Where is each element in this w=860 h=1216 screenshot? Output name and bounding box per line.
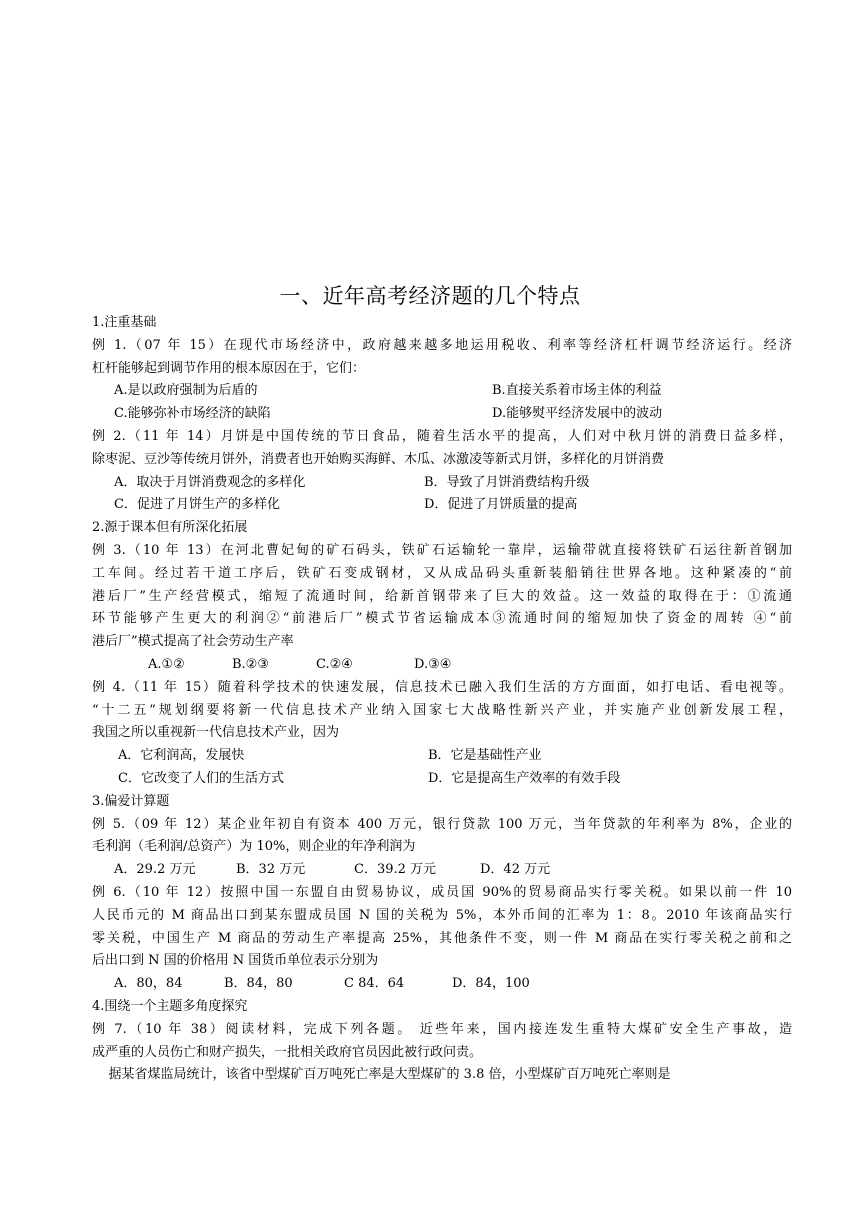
question-text-line: 例 4.（11 年 15）随着科学技术的快速发展，信息技术已融入我们生活的方方面面，如打电话、看电视等。 [92, 679, 792, 695]
question-text-line: 人民币元的 M 商品出口到某东盟成员国 N 国的关税为 5%，本外币间的汇率为 1：8。2010 年该商品实行 [92, 907, 792, 923]
option-d: D．它是提高生产效率的有效手段 [428, 770, 621, 786]
option-c: C．它改变了人们的生活方式 [118, 770, 284, 786]
question-text-line: 零关税，中国生产 M 商品的劳动生产率提高 25%，其他条件不变，则一件 M 商品在实行零关税之前和之 [92, 930, 792, 946]
option-row [92, 973, 792, 996]
question-text-line: 我国之所以重视新一代信息技术产业，因为 [92, 725, 340, 741]
option-b: B．导致了月饼消费结构升级 [424, 474, 590, 490]
option-d: D．84，100 [452, 976, 530, 992]
question-text-line: 例 2.（11 年 14）月饼是中国传统的节日食品，随着生活水平的提高，人们对中秋月饼的消费日益多样， [92, 428, 792, 444]
question-text-line: 港后厂”生产经营模式，缩短了流通时间，给新首钢带来了巨大的效益。这一效益的取得在于：①流通 [92, 588, 792, 604]
question-text-line: 除枣泥、豆沙等传统月饼外，消费者也开始购买海鲜、木瓜、冰激凌等新式月饼，多样化的月饼消费 [92, 451, 665, 467]
question-text-line: 杠杆能够起到调节作用的根本原因在于，它们： [92, 360, 366, 376]
question-text-line: “十二五”规划纲要将新一代信息技术产业纳入国家七大战略性新兴产业，并实施产业创新发展工程， [92, 702, 792, 718]
document-body [92, 312, 792, 1087]
option-a: A．80，84 [114, 976, 183, 992]
question-text-line: 例 3.（10 年 13）在河北曹妃甸的矿石码头，铁矿石运输轮一靠岸，运输带就直接将铁矿石运往新首钢加 [92, 542, 792, 558]
option-row [92, 654, 792, 677]
section-heading: 2.源于课本但有所深化拓展 [92, 520, 248, 536]
section-heading: 3.偏爱计算题 [92, 793, 170, 809]
option-row [92, 768, 792, 791]
option-c: C．39.2 万元 [354, 862, 437, 878]
option-row [92, 380, 792, 403]
option-d: D.能够熨平经济发展中的波动 [492, 406, 663, 422]
option-row [92, 745, 792, 768]
question-text-line: 例 6.（10 年 12）按照中国一东盟自由贸易协议，成员国 90%的贸易商品实行零关税。如果以前一件 10 [92, 884, 792, 900]
question-text-line: 后出口到 N 国的价格用 N 国货币单位表示分别为 [92, 953, 379, 969]
option-row [92, 859, 792, 882]
section-heading: 4.围绕一个主题多角度探究 [92, 998, 248, 1014]
question-text-line: 例 1.（07 年 15）在现代市场经济中，政府越来越多地运用税收、利率等经济杠杆调节经济运行。经济 [92, 337, 792, 353]
question-text-line: 工车间。经过若干道工序后，铁矿石变成钢材，又从成品码头重新装船销往世界各地。这种紧凑的“前 [92, 565, 792, 581]
question-text-line: 例 7.（10 年 38）阅读材料，完成下列各题。 近些年来，国内接连发生重特大煤矿安全生产事故，造 [92, 1021, 792, 1037]
question-text-line: 毛利润（毛利润/总资产）为 10%，则企业的年净利润为 [92, 839, 416, 855]
option-b: B．它是基础性产业 [428, 748, 542, 764]
option-row [92, 494, 792, 517]
question-text-line: 据某省煤监局统计，该省中型煤矿百万吨死亡率是大型煤矿的 3.8 倍，小型煤矿百万吨死亡率则是 [92, 1067, 671, 1083]
question-text-line: 环节能够产生更大的利润②“前港后厂”模式节省运输成本③流通时间的缩短加快了资金的周转 ④“前 [92, 611, 792, 627]
document-title: 一、近年高考经济题的几个特点 [279, 284, 581, 308]
option-row [92, 403, 792, 426]
option-b: B．84，80 [224, 976, 293, 992]
option-a: A．它利润高，发展快 [118, 748, 245, 764]
option-c: C．促进了月饼生产的多样化 [114, 497, 280, 513]
question-text-line: 例 5.（09 年 12）某企业年初自有资本 400 万元，银行贷款 100 万元，当年贷款的年利率为 8%，企业的 [92, 816, 792, 832]
option-c: C 84．64 [344, 976, 405, 992]
option-b: B.直接关系着市场主体的利益 [492, 383, 662, 399]
option-b: B．32 万元 [236, 862, 306, 878]
option-a: A．取决于月饼消费观念的多样化 [114, 474, 306, 490]
option-a: A.①② [148, 656, 185, 672]
question-text-line: 成严重的人员伤亡和财产损失，一批相关政府官员因此被行政问责。 [92, 1044, 483, 1060]
option-a: A.是以政府强制为后盾的 [114, 383, 258, 399]
option-a: A．29.2 万元 [114, 862, 196, 878]
option-d: D．促进了月饼质量的提高 [424, 497, 578, 513]
question-text-line: 港后厂”模式提高了社会劳动生产率 [92, 634, 294, 650]
section-heading: 1.注重基础 [92, 315, 157, 330]
option-b: B.②③ [232, 656, 269, 672]
option-d: D.③④ [414, 656, 452, 672]
option-d: D．42 万元 [480, 862, 551, 878]
option-c: C.②④ [316, 656, 353, 672]
option-row [92, 472, 792, 495]
option-c: C.能够弥补市场经济的缺陷 [114, 406, 271, 422]
